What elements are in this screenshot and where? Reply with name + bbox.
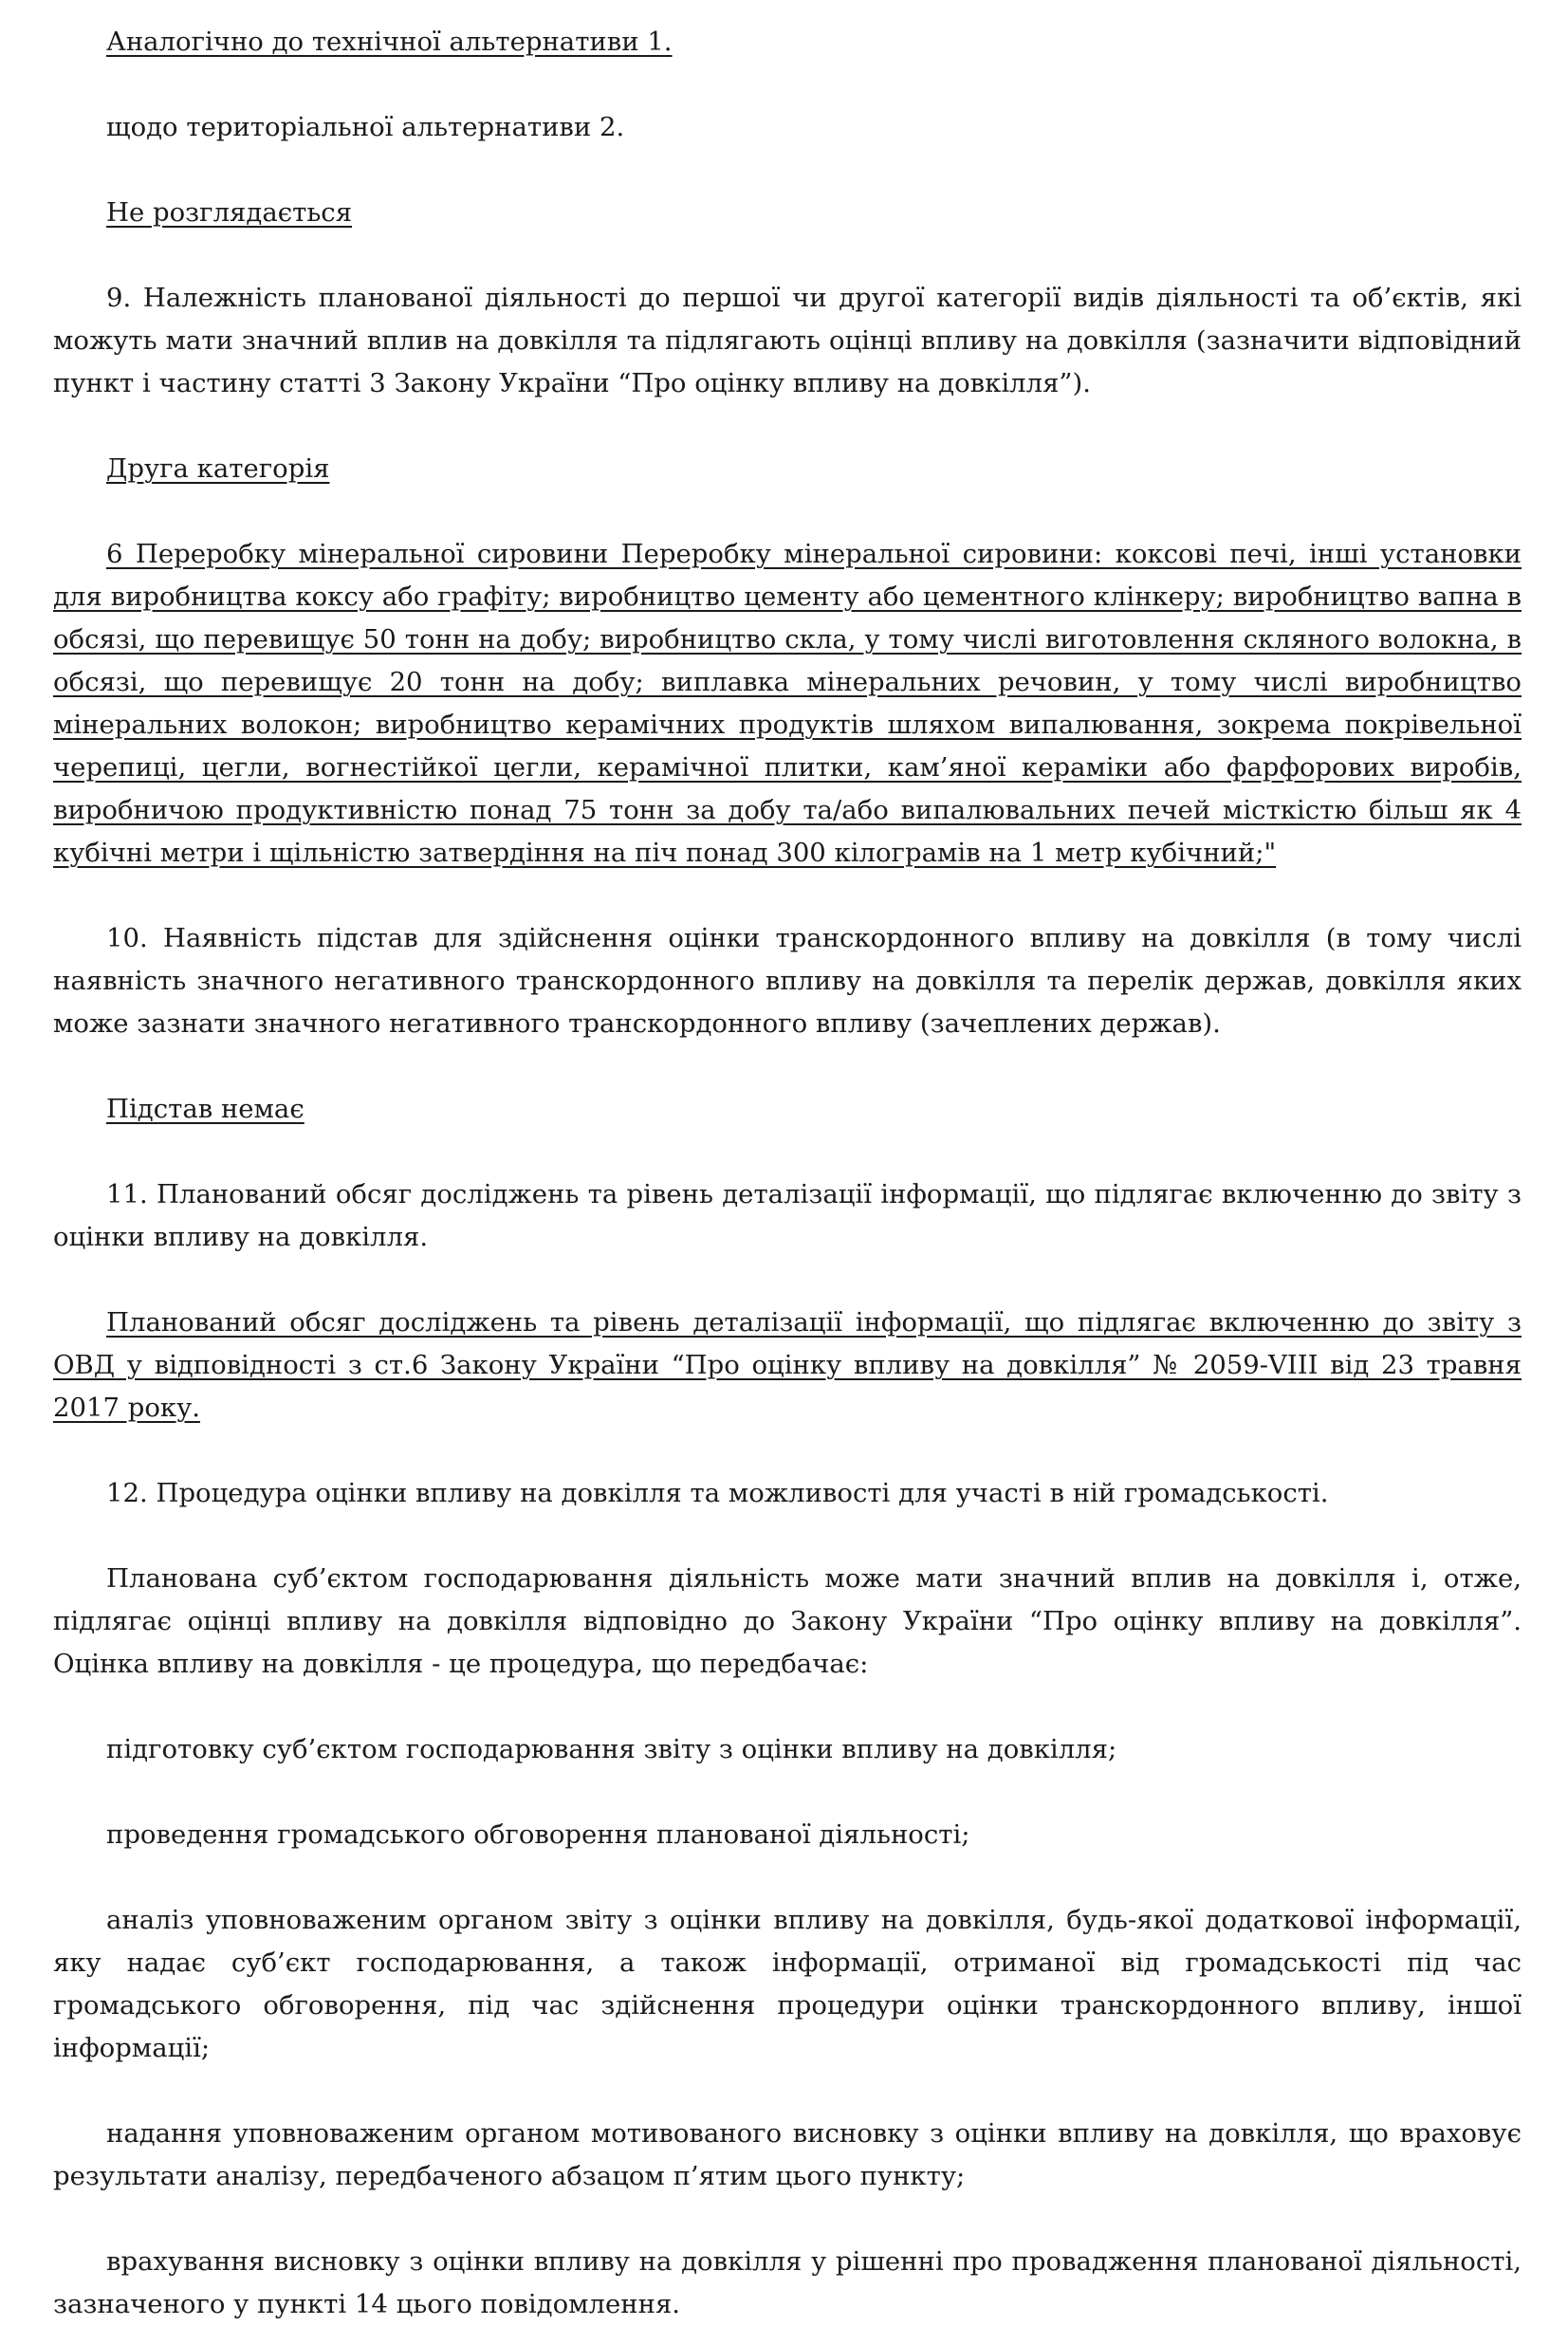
paragraph-territorial-alternative: щодо територіальної альтернативи 2. [106, 112, 625, 142]
section-9-heading: 9. Належність планованої діяльності до першої чи другої категорії видів діяльності та об’єктів, які можуть мати значний вплив на довкілля та підлягають оцінці впливу на довкілля (зазначити відповідний пункт і частину статті 3 Закону України “Про оцінку впливу на довкілля”). [53, 283, 1522, 398]
document-page [53, 21, 1522, 2326]
section-11-heading: 11. Планований обсяг досліджень та рівень деталізації інформації, що підлягає включенню до звіту з оцінки впливу на довкілля. [53, 1179, 1522, 1252]
paragraph-public-discussion: проведення громадського обговорення планованої діяльності; [106, 1819, 970, 1850]
paragraph-decision: врахування висновку з оцінки впливу на довкілля у рішенні про провадження планованої діяльності, зазначеного у пункті 14 цього повідомлення. [53, 2246, 1522, 2319]
paragraph-category: Друга категорія [106, 453, 330, 484]
paragraph-no-grounds: Підстав немає [106, 1094, 304, 1124]
paragraph-conclusion: надання уповноваженим органом мотивованого висновку з оцінки впливу на довкілля, що враховує результати аналізу, передбаченого абзацом п’ятим цього пункту; [53, 2118, 1522, 2191]
paragraph-not-considered: Не розглядається [106, 197, 353, 228]
paragraph-report-preparation: підготовку суб’єктом господарювання звіту з оцінки впливу на довкілля; [106, 1734, 1117, 1764]
paragraph-procedure-intro: Планована суб’єктом господарювання діяльність може мати значний вплив на довкілля і, отже, підлягає оцінці впливу на довкілля відповідно до Закону України “Про оцінку впливу на довкілля”. Оцінка впливу на довкілля - це процедура, що передбачає: [53, 1563, 1522, 1679]
section-12-heading: 12. Процедура оцінки впливу на довкілля та можливості для участі в ній громадськості. [106, 1478, 1329, 1508]
section-10-heading: 10. Наявність підстав для здійснення оцінки транскордонного впливу на довкілля (в тому числі наявність значного негативного транскордонного впливу на довкілля та перелік держав, довкілля яких може зазнати значного негативного транскордонного впливу (зачеплених держав). [53, 923, 1522, 1039]
paragraph-technical-alternative-note: Аналогічно до технічної альтернативи 1. [106, 27, 673, 57]
paragraph-mineral-processing: 6 Переробку мінеральної сировини Переробку мінеральної сировини: коксові печі, інші установки для виробництва коксу або графіту; виробництво цементу або цементного клінкеру; виробництво вапна в обсязі, що перевищує 50 тонн на добу; виробництво скла, у тому числі виготовлення скляного волокна, в обсязі, що перевищує 20 тонн на добу; виплавка мінеральних речовин, у тому числі виробництво мінеральних волокон; виробництво керамічних продуктів шляхом випалювання, зокрема покрівельної черепиці, цегли, вогнестійкої цегли, керамічної плитки, кам’яної кераміки або фарфорових виробів, виробничою продуктивністю понад 75 тонн за добу та/або випалювальних печей місткістю більш як 4 кубічні метри і щільністю затвердіння на піч понад 300 кілограмів на 1 метр кубічний;" [53, 539, 1522, 868]
paragraph-analysis: аналіз уповноваженим органом звіту з оцінки впливу на довкілля, будь-якої додаткової інформації, яку надає суб’єкт господарювання, а також інформації, отриманої від громадськості під час громадського обговорення, під час здійснення процедури оцінки транскордонного впливу, іншої інформації; [53, 1905, 1522, 2063]
paragraph-research-scope: Планований обсяг досліджень та рівень деталізації інформації, що підлягає включенню до звіту з ОВД у відповідності з ст.6 Закону України “Про оцінку впливу на довкілля” № 2059-VIII від 23 травня 2017 року. [53, 1307, 1522, 1423]
